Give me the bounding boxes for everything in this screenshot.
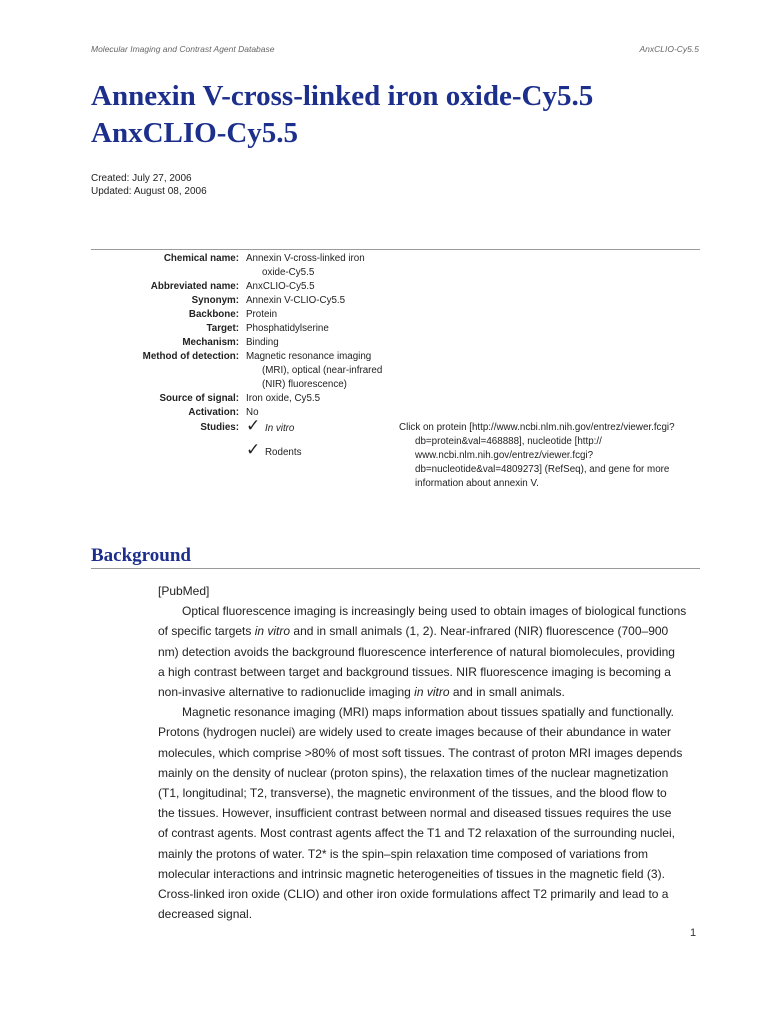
- metadata-value-line: oxide-Cy5.5: [262, 267, 315, 278]
- text-run: mainly the protons of water. T2* is the spin–spin relaxation time composed of variations from: [158, 846, 649, 861]
- paragraph-line: [158, 702, 703, 722]
- paragraph-line: [158, 722, 703, 742]
- paragraph-line: [158, 682, 703, 702]
- note-line: www.ncbi.nlm.nih.gov/entrez/viewer.fcgi?: [415, 450, 594, 461]
- metadata-value: [246, 308, 391, 322]
- text-run: Magnetic resonance imaging (MRI) maps information about tissues spatially and functionally.: [182, 705, 675, 720]
- text-run: decreased signal.: [158, 907, 253, 922]
- metadata-label: Activation:: [188, 407, 239, 418]
- title-line-2: AnxCLIO-Cy5.5: [91, 117, 299, 149]
- info-note: [399, 421, 699, 491]
- metadata-value: [246, 350, 391, 392]
- created-date: Created: July 27, 2006: [91, 173, 192, 184]
- text-run: Protons (hydrogen nuclei) are widely used to create images because of their abundance in water: [158, 725, 671, 740]
- text-run: (T1, longitudinal; T2, transverse), the magnetic environment of the tissues, and the blood flow to: [158, 786, 667, 801]
- metadata-label: Method of detection:: [142, 351, 239, 362]
- metadata-label: Target:: [206, 323, 239, 334]
- text-run: nm) detection avoids the background fluorescence interference of natural biomolecules, providing: [158, 644, 675, 659]
- metadata-value-line: (MRI), optical (near-infrared: [262, 365, 383, 376]
- paragraph-line: [158, 601, 703, 621]
- paragraph-line: [158, 621, 703, 641]
- metadata-label: Synonym:: [191, 295, 239, 306]
- paragraph-line: [158, 743, 703, 763]
- study-label: In vitro: [264, 423, 295, 434]
- metadata-value: [246, 322, 391, 336]
- text-run: a high contrast between target and background tissues. NIR fluorescence imaging is becoming a: [158, 664, 671, 679]
- title-line-1: Annexin V-cross-linked iron oxide-Cy5.5: [91, 80, 594, 112]
- text-run: the tissues. However, insufficient contrast between normal and diseased tissues requires the use: [158, 806, 672, 821]
- metadata-value-line: No: [246, 407, 259, 418]
- updated-date: Updated: August 08, 2006: [91, 185, 207, 197]
- study-item-rodents: [246, 442, 301, 459]
- page-title: [91, 78, 593, 152]
- note-line: Click on protein [http://www.ncbi.nlm.nih.gov/entrez/viewer.fcgi?: [399, 422, 675, 433]
- text-run: Cross-linked iron oxide (CLIO) and other iron oxide formulations affect T2 primarily and lead to a: [158, 887, 669, 902]
- top-rule: [91, 249, 700, 250]
- metadata-value: [246, 252, 391, 280]
- text-run: molecules, which comprise >80% of most soft tissues. The contrast of proton MRI images depends: [158, 745, 683, 760]
- text-run: and in small animals.: [449, 685, 565, 700]
- checkmark-icon: ✓: [246, 416, 261, 436]
- paragraph-line: [158, 823, 703, 843]
- text-run: Optical fluorescence imaging is increasingly being used to obtain images of biological functions: [182, 604, 687, 619]
- checkmark-icon: ✓: [246, 440, 261, 460]
- paragraph-line: [158, 662, 703, 682]
- metadata-value-line: Annexin V-CLIO-Cy5.5: [246, 295, 346, 306]
- paragraph-line: [158, 864, 703, 884]
- metadata-label: Mechanism:: [182, 337, 239, 348]
- metadata-value-line: Iron oxide, Cy5.5: [246, 393, 321, 404]
- text-run: molecular interactions and intrinsic magnetic heterogeneities of tissues in the magnetic field (3).: [158, 866, 665, 881]
- paragraph-line: [158, 803, 703, 823]
- metadata-value-line: Protein: [246, 309, 278, 320]
- metadata-value: [246, 336, 391, 350]
- study-label: Rodents: [264, 447, 302, 458]
- metadata-value: [246, 392, 391, 406]
- section-rule: [91, 568, 700, 569]
- background-body: [158, 581, 703, 924]
- paragraph-line: [158, 884, 703, 904]
- italic-text: in vitro: [254, 624, 291, 639]
- note-line: information about annexin V.: [415, 478, 539, 489]
- metadata-value-line: Binding: [246, 337, 279, 348]
- paragraph-line: [158, 763, 703, 783]
- metadata-value-line: Magnetic resonance imaging: [246, 351, 372, 362]
- running-header-left: Molecular Imaging and Contrast Agent Database: [91, 44, 275, 54]
- paragraph-line: [158, 783, 703, 803]
- metadata-label: Backbone:: [188, 309, 239, 320]
- dates-block: [91, 173, 207, 198]
- running-header-right: AnxCLIO-Cy5.5: [639, 44, 699, 54]
- paragraph-line: [158, 642, 703, 662]
- metadata-value-line: AnxCLIO-Cy5.5: [246, 281, 315, 292]
- text-run: non-invasive alternative to radionuclide imaging: [158, 685, 415, 700]
- paragraph-line: [158, 844, 703, 864]
- page-number: 1: [690, 927, 697, 939]
- metadata-value: [246, 294, 391, 308]
- text-run: of contrast agents. Most contrast agents affect the T1 and T2 relaxation of the surrounding nuclei,: [158, 826, 675, 841]
- metadata-value-line: Phosphatidylserine: [246, 323, 329, 334]
- metadata-label: Chemical name:: [163, 253, 239, 264]
- metadata-value: [246, 280, 391, 294]
- metadata-label: Source of signal:: [159, 393, 239, 404]
- text-run: and in small animals (1, 2). Near-infrared (NIR) fluorescence (700–900: [290, 624, 669, 639]
- section-heading-background: Background: [91, 545, 191, 566]
- study-item-in-vitro: [246, 418, 294, 435]
- note-line: db=protein&val=468888], nucleotide [http://: [415, 436, 602, 447]
- metadata-label: Abbreviated name:: [150, 281, 239, 292]
- text-run: of specific targets: [158, 624, 255, 639]
- metadata-label: Studies:: [200, 422, 239, 433]
- paragraph-line: [158, 904, 703, 924]
- italic-text: in vitro: [414, 685, 450, 700]
- metadata-value-line: (NIR) fluorescence): [262, 379, 347, 390]
- note-line: db=nucleotide&val=4809273] (RefSeq), and gene for more: [415, 464, 670, 475]
- metadata-value-line: Annexin V-cross-linked iron: [246, 253, 365, 264]
- pubmed-link[interactable]: [PubMed]: [158, 584, 210, 598]
- text-run: mainly on the density of nuclear (proton spins), the relaxation times of the nuclear magnetization: [158, 765, 669, 780]
